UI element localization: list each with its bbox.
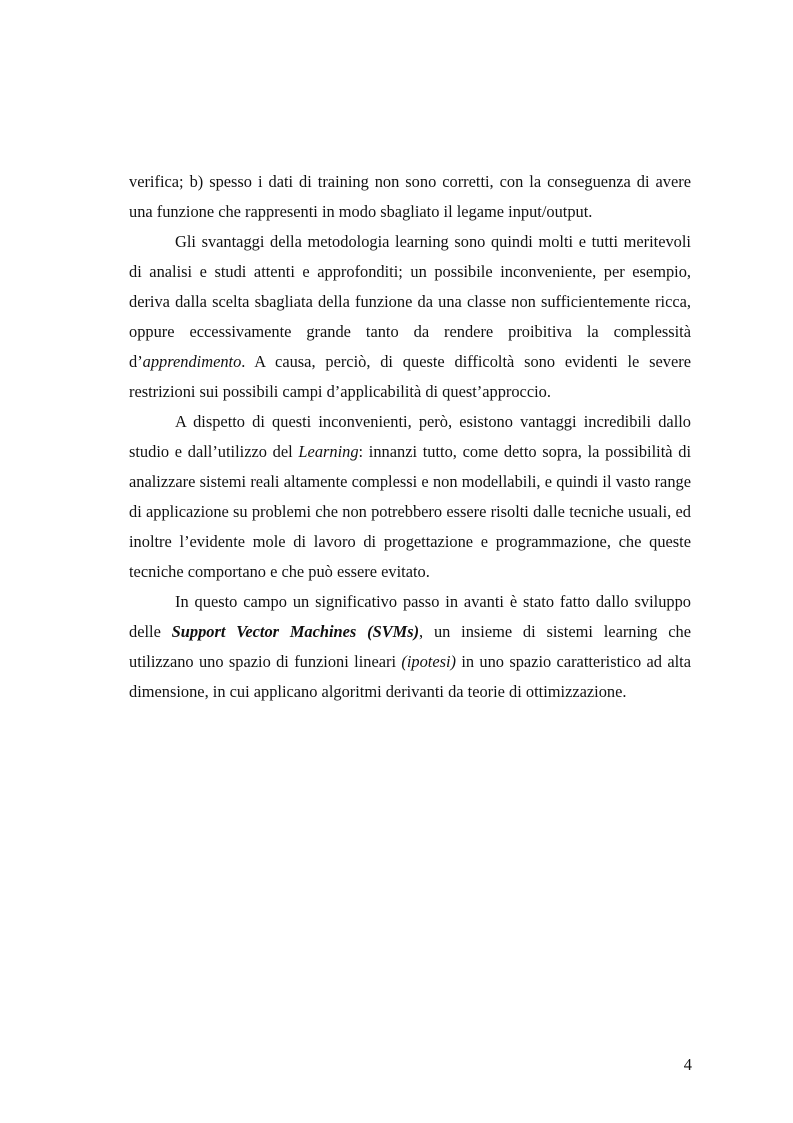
paragraph-3-text-a: A dispetto di questi inconvenienti, però, esistono vantaggi incredibili dallo studio e dall’utilizzo del: [129, 412, 691, 461]
paragraph-1: [129, 167, 691, 227]
paragraph-3: [129, 407, 691, 587]
page-number: 4: [683, 1055, 692, 1074]
emphasis-learning: Learning: [298, 442, 359, 461]
emphasis-apprendimento: apprendimento: [142, 352, 242, 371]
document-body: [129, 167, 691, 707]
paragraph-4-text-b: , un insieme di sistemi learning che utilizzano uno spazio di funzioni lineari: [129, 622, 691, 671]
paragraph-2: [129, 227, 691, 407]
paragraph-2-text-a: Gli svantaggi della metodologia learning sono quindi molti e tutti meritevoli di analisi e studi attenti e approfonditi; un possibile inconveniente, per esempio, deriva dalla scelta sbagliata della funzione da una classe non sufficientemente ricca, oppure eccessivamente grande tanto da rendere proibitiva la complessità d’: [129, 232, 691, 371]
paragraph-4: [129, 587, 691, 707]
paragraph-2-text-b: . A causa, perciò, di queste difficoltà sono evidenti le severe restrizioni sui possibili campi d’applicabilità di quest’approccio.: [129, 352, 691, 401]
emphasis-svm-term: Support Vector Machines (SVMs): [171, 622, 420, 641]
emphasis-ipotesi: (ipotesi): [401, 652, 456, 671]
paragraph-1-text: verifica; b) spesso i dati di training non sono corretti, con la conseguenza di avere una funzione che rappresenti in modo sbagliato il legame input/output.: [129, 172, 691, 221]
paragraph-4-text-c: in uno spazio caratteristico ad alta dimensione, in cui applicano algoritmi derivanti da teorie di ottimizzazione.: [129, 652, 691, 701]
paragraph-3-text-b: : innanzi tutto, come detto sopra, la possibilità di analizzare sistemi reali altamente complessi e non modellabili, e quindi il vasto range di applicazione su problemi che non potrebbero essere risolti dalle tecniche usuali, ed inoltre l’evidente mole di lavoro di progettazione e programmazione, che queste tecniche comportano e che può essere evitato.: [129, 442, 691, 581]
paragraph-4-text-a: In questo campo un significativo passo in avanti è stato fatto dallo sviluppo delle: [129, 592, 691, 641]
